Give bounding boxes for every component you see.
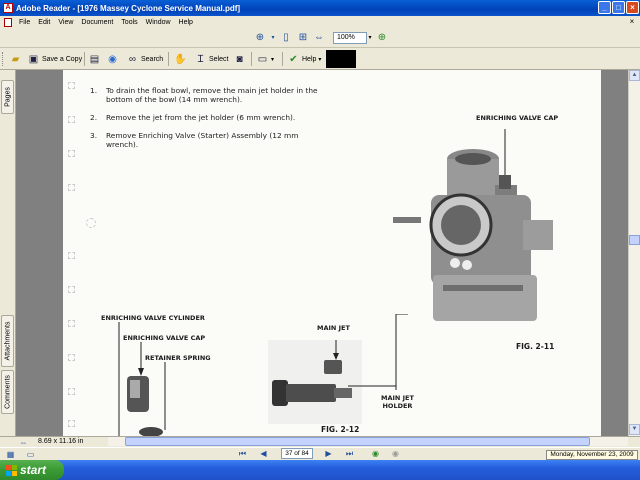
scroll-up-icon[interactable]: ▲ (629, 70, 640, 81)
previous-page-icon[interactable]: ◀ (260, 449, 267, 458)
menu-tools[interactable]: Tools (121, 18, 138, 26)
carburetor-illustration (383, 125, 603, 325)
toolbar-black-area (326, 50, 356, 68)
enriching-valve-illustration (113, 322, 223, 436)
start-button[interactable] (0, 460, 64, 480)
label-main-jet: MAIN JET (317, 324, 350, 332)
tab-comments[interactable]: Comments (1, 370, 14, 414)
help-icon: ✔ (289, 53, 298, 65)
help-label: Help (302, 55, 317, 63)
search-button[interactable] (126, 51, 163, 67)
chevron-down-icon: ▾ (271, 56, 275, 63)
instruction-step: 3. Remove Enriching Valve (Starter) Assembly (12 mm wrench). (90, 131, 299, 149)
maximize-button[interactable]: □ (612, 1, 625, 14)
zoom-level-dropdown-icon[interactable]: ▾ (368, 35, 372, 41)
zoom-in-icon[interactable]: ⊕ (255, 32, 265, 43)
help-dropdown-icon: ▾ (318, 56, 322, 63)
floppy-icon: ▣ (28, 53, 39, 65)
go-back-icon[interactable]: ◉ (372, 449, 379, 458)
label-main-jet-holder: MAIN JET HOLDER (381, 394, 414, 410)
navigation-panel (0, 70, 16, 438)
window-title: Adobe Reader - [1976 Massey Cyclone Service Manual.pdf] (16, 3, 241, 13)
menu-document[interactable]: Document (81, 18, 114, 26)
status-icon-left[interactable]: ▦ (6, 450, 15, 459)
menu-edit[interactable]: Edit (38, 18, 51, 26)
go-forward-icon[interactable]: ◉ (392, 449, 399, 458)
resize-arrows-icon: ⇔ (19, 438, 28, 447)
menu-file[interactable]: File (19, 18, 31, 26)
binoculars-icon: ∞ (128, 53, 137, 65)
select-label: Select (209, 55, 229, 63)
main-jet-holder-leader (348, 314, 418, 394)
last-page-icon[interactable]: ⏭ (345, 449, 354, 458)
page-layout-icon: ▭ (257, 53, 268, 65)
vertical-scrollbar[interactable] (628, 70, 640, 436)
label-enriching-valve-cap: ENRICHING VALVE CAP (123, 334, 206, 342)
menu-help[interactable]: Help (178, 18, 193, 26)
figure-2-11-caption: FIG. 2-11 (516, 342, 555, 351)
text-cursor-icon: Ɪ (197, 53, 204, 65)
select-tool-button[interactable] (194, 51, 228, 67)
start-label: start (20, 463, 47, 477)
scroll-down-icon[interactable]: ▼ (629, 424, 640, 435)
label-retainer-spring: RETAINER SPRING (145, 354, 211, 362)
zoom-dropdown-icon[interactable]: ▾ (271, 35, 275, 41)
page-layout-button[interactable] (256, 51, 274, 67)
document-close-icon[interactable]: × (629, 17, 635, 26)
document-page (63, 70, 601, 436)
title-bar (0, 0, 640, 16)
menu-window[interactable]: Window (145, 18, 171, 26)
vertical-scroll-thumb[interactable] (629, 235, 640, 245)
save-copy-button[interactable] (27, 51, 82, 67)
help-button[interactable] (287, 51, 321, 67)
page-size-readout: 8.69 x 11.16 in (38, 438, 84, 445)
label-enriching-valve-cap-top: ENRICHING VALVE CAP (476, 114, 559, 122)
open-button[interactable] (9, 51, 22, 67)
zoom-plus-icon[interactable]: ⊕ (377, 32, 387, 43)
folder-icon: ▰ (11, 53, 20, 65)
clock-tooltip: Monday, November 23, 2009 (546, 450, 638, 460)
close-button[interactable]: × (626, 1, 639, 14)
taskbar (0, 460, 640, 480)
camera-icon: ◙ (236, 53, 243, 65)
search-label: Search (141, 55, 164, 63)
status-bar (0, 447, 640, 460)
printer-icon: ▤ (89, 53, 100, 65)
print-button[interactable] (88, 51, 101, 67)
tab-pages[interactable]: Pages (1, 80, 14, 114)
hand-icon: ✋ (174, 53, 187, 65)
email-button[interactable] (106, 51, 119, 67)
menu-bar (0, 16, 640, 28)
adobe-reader-icon: A (3, 3, 13, 13)
fit-page-icon[interactable]: ⊞ (298, 32, 308, 43)
instruction-step: 2. Remove the jet from the jet holder (6 mm wrench). (90, 113, 296, 122)
email-globe-icon: ◉ (108, 53, 117, 65)
hand-tool-button[interactable] (174, 51, 187, 67)
zoom-level-input[interactable]: 100% (333, 32, 367, 44)
actual-size-icon[interactable]: ▯ (283, 32, 289, 43)
minimize-button[interactable]: _ (598, 1, 611, 14)
status-icon-right[interactable]: ▭ (26, 450, 35, 459)
menu-view[interactable]: View (58, 18, 74, 26)
document-icon (4, 18, 12, 27)
horizontal-scroll-thumb[interactable] (125, 437, 590, 446)
instruction-step: 1. To drain the float bowl, remove the main jet holder in the bottom of the bowl (14 mm wrench). (90, 86, 318, 104)
label-enriching-valve-cylinder: ENRICHING VALVE CYLINDER (101, 314, 205, 322)
windows-flag-icon (6, 465, 17, 476)
figure-2-12-caption: FIG. 2-12 (321, 425, 360, 434)
document-view[interactable] (16, 70, 628, 436)
instruction-list (90, 86, 320, 158)
fit-width-icon[interactable]: ⇔ (314, 32, 324, 43)
window-controls (598, 1, 639, 14)
snapshot-button[interactable] (233, 51, 246, 67)
tab-attachments[interactable]: Attachments (1, 315, 14, 367)
first-page-icon[interactable]: ⏮ (238, 449, 247, 458)
save-copy-label: Save a Copy (42, 55, 83, 63)
next-page-icon[interactable]: ▶ (325, 449, 332, 458)
page-number-input[interactable]: 37 of 84 (281, 448, 313, 459)
